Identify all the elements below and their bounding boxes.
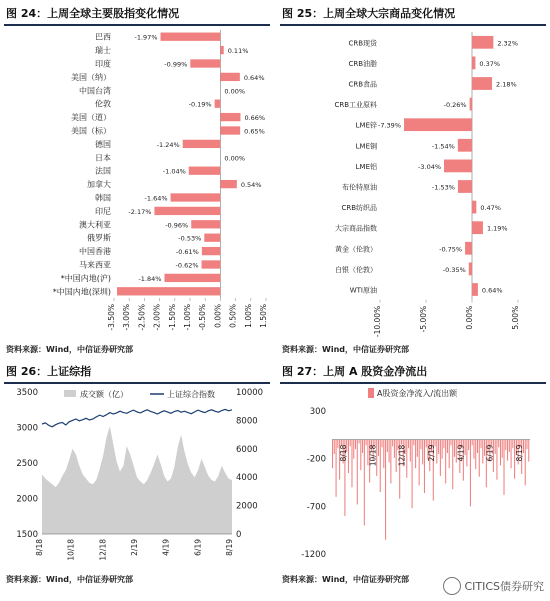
bar — [191, 220, 220, 228]
data-label: 2.32% — [497, 39, 519, 48]
chart-title: 图 26：上证综指 — [4, 362, 270, 384]
x-tick-label: 8/18 — [339, 444, 348, 462]
y-tick-label-right: 4000 — [236, 473, 258, 484]
x-tick-label: 0.00% — [213, 304, 223, 328]
data-label: -0.19% — [188, 100, 212, 109]
bar — [470, 440, 471, 507]
bar — [465, 242, 472, 255]
chart-title: 图 24：上周全球主要股指变化情况 — [4, 4, 270, 26]
category-label: 俄罗斯 — [87, 233, 111, 243]
category-label: 美国（标） — [71, 126, 111, 136]
x-tick-label: 0.50% — [228, 304, 238, 328]
bar — [468, 440, 469, 450]
category-label: 中国香港 — [79, 247, 111, 257]
bar — [404, 118, 472, 131]
data-label: -0.96% — [165, 221, 189, 230]
bar — [202, 247, 221, 255]
category-label: 印尼 — [95, 206, 111, 216]
bar — [220, 126, 240, 134]
bar — [458, 139, 472, 152]
x-tick-label: -0.50% — [198, 304, 208, 331]
bar — [466, 440, 467, 467]
bar — [357, 440, 358, 505]
chart-sse-index — [4, 384, 270, 580]
bar — [472, 201, 476, 214]
legend-swatch-volume — [64, 390, 76, 397]
data-label: 0.11% — [227, 47, 249, 56]
data-label: -1.64% — [144, 194, 168, 203]
y-tick-label: -1200 — [301, 550, 326, 560]
legend-label-index: 上证综合指数 — [167, 390, 215, 399]
x-tick-label: 8/18 — [35, 539, 44, 556]
bar — [472, 77, 492, 90]
category-label: 巴西 — [95, 32, 111, 42]
category-label: 大宗商品指数 — [335, 224, 377, 233]
bar — [458, 180, 472, 193]
wechat-icon — [443, 577, 461, 595]
data-label: -0.75% — [439, 245, 463, 254]
bar — [449, 440, 450, 469]
category-label: 白银（伦敦） — [335, 265, 377, 274]
bar — [472, 283, 478, 296]
bar — [472, 440, 473, 446]
y-tick-label: -700 — [306, 502, 326, 513]
data-label: 0.54% — [240, 181, 262, 190]
x-tick-label: -1.00% — [183, 304, 192, 331]
y-tick-label-right: 2000 — [236, 501, 258, 512]
x-tick-label: -5.00% — [419, 305, 428, 333]
bar — [475, 440, 476, 470]
bar — [220, 113, 240, 121]
data-label: 1.19% — [486, 224, 508, 233]
x-tick-label: 8/19 — [515, 444, 524, 462]
bar — [387, 440, 388, 452]
bar — [341, 440, 342, 446]
bar — [362, 440, 363, 453]
bar — [438, 440, 439, 454]
bar — [415, 440, 416, 469]
data-label: -1.84% — [138, 274, 162, 283]
bar — [394, 440, 395, 458]
legend-label: A股资金净流入/流出额 — [377, 389, 458, 398]
category-label: 法国 — [95, 166, 111, 176]
category-label: 美国（道） — [71, 113, 111, 123]
bar — [507, 440, 508, 461]
legend-swatch — [368, 388, 374, 398]
data-label: -0.26% — [443, 101, 467, 110]
category-label: 澳大利亚 — [79, 220, 111, 230]
bar — [413, 440, 414, 446]
bar — [444, 160, 472, 173]
category-label: 印度 — [95, 59, 111, 69]
y-tick-label-left: 2000 — [16, 494, 38, 505]
y-tick-label-left: 2500 — [16, 459, 38, 469]
bar — [479, 440, 480, 477]
bar — [353, 440, 354, 459]
category-label: 韩国 — [95, 193, 111, 203]
bar — [359, 440, 360, 444]
bar — [424, 440, 425, 493]
data-label: 0.47% — [480, 204, 501, 213]
bar — [509, 440, 510, 452]
category-label: CRB现货 — [348, 39, 377, 48]
bar — [374, 440, 375, 446]
bar — [220, 180, 236, 188]
bar — [183, 140, 221, 148]
bar — [410, 440, 411, 462]
x-tick-label: -1.50% — [167, 304, 177, 331]
data-label: -3.04% — [418, 162, 442, 171]
bar — [495, 440, 496, 454]
data-label: -0.35% — [442, 265, 466, 274]
bar — [171, 193, 221, 201]
chart-panel-a-share-flow — [280, 362, 546, 592]
x-tick-label: 12/18 — [397, 444, 407, 467]
data-label: -0.53% — [178, 234, 202, 243]
x-tick-label: 4/19 — [456, 444, 466, 462]
bar — [378, 440, 379, 456]
y-tick-label-right: 8000 — [236, 416, 258, 427]
chart-title: 图 25：上周全球大宗商品变化情况 — [280, 4, 546, 26]
bar — [348, 440, 349, 473]
data-label: -1.04% — [162, 167, 186, 176]
category-label: CRB纺织品 — [341, 204, 377, 213]
data-label: 0.00% — [224, 154, 246, 163]
bar — [512, 440, 513, 449]
category-label: 黄金（伦敦） — [335, 245, 377, 254]
bar — [117, 287, 220, 295]
bar — [385, 440, 386, 540]
data-label: 2.18% — [496, 80, 517, 89]
bar — [473, 440, 474, 459]
x-tick-label: 10/18 — [66, 539, 76, 561]
bar — [364, 440, 365, 526]
bar — [481, 440, 482, 449]
chart-title: 图 27：上周 A 股资金净流出 — [280, 362, 546, 384]
bar — [472, 36, 493, 49]
category-label: 日本 — [95, 153, 111, 163]
bar — [496, 440, 497, 480]
bar — [401, 440, 402, 445]
bar — [332, 440, 333, 469]
bar — [215, 100, 221, 108]
bar — [164, 274, 220, 282]
category-label: LME铜 — [355, 142, 377, 151]
bar — [443, 440, 444, 449]
y-tick-label: 300 — [309, 407, 326, 418]
bar — [436, 440, 437, 464]
bar — [498, 440, 499, 448]
category-label: *中国内地(深圳) — [52, 287, 111, 297]
category-label: *中国内地(沪) — [60, 273, 111, 283]
data-label: -2.17% — [128, 207, 152, 216]
watermark-text: CITICS债券研究 — [464, 580, 544, 593]
bar — [525, 440, 526, 486]
bar — [469, 263, 472, 276]
chart-global-indices — [4, 28, 270, 344]
bar — [472, 57, 475, 70]
bar — [440, 440, 441, 476]
bar — [161, 33, 221, 41]
bar — [382, 440, 383, 448]
bar — [383, 440, 384, 469]
bar — [392, 440, 393, 447]
index-line — [42, 409, 232, 426]
category-label: 布伦特原油 — [342, 183, 377, 192]
x-tick-label: -3.00% — [122, 304, 132, 331]
chart-source: 资料来源：Wind，中信证券研究部 — [6, 575, 133, 584]
x-tick-label: 1.00% — [243, 304, 253, 328]
chart-source: 资料来源：Wind，中信证券研究部 — [282, 575, 409, 584]
chart-panel-sse-index — [4, 362, 270, 592]
x-tick-label: 10/18 — [368, 444, 378, 467]
chart-a-share-flow — [280, 384, 546, 580]
bar — [412, 440, 413, 509]
data-label: -0.61% — [175, 248, 199, 257]
y-tick-label-left: 3500 — [16, 388, 38, 398]
bar — [502, 440, 503, 458]
bar — [500, 440, 501, 466]
data-label: -0.99% — [164, 60, 188, 69]
bar — [450, 440, 451, 446]
bar — [526, 440, 527, 450]
bar — [189, 167, 221, 175]
category-label: LME铝 — [355, 162, 377, 171]
bar — [528, 440, 529, 462]
x-tick-label: 5.00% — [511, 305, 520, 330]
bar — [420, 440, 421, 450]
bar — [472, 221, 483, 234]
bar — [503, 440, 504, 495]
y-tick-label-right: 6000 — [236, 444, 258, 455]
x-tick-label: 8/19 — [225, 539, 234, 556]
bar — [491, 440, 492, 446]
x-tick-label: 4/19 — [161, 539, 171, 556]
bar — [447, 440, 448, 453]
bar — [445, 440, 446, 484]
bar — [454, 440, 455, 457]
bar — [220, 46, 223, 54]
category-label: CRB油脂 — [348, 59, 377, 68]
bar — [422, 440, 423, 465]
x-tick-label: 0.00% — [465, 305, 474, 330]
category-label: LME锌 — [355, 121, 377, 130]
bar — [477, 440, 478, 453]
category-label: 加拿大 — [87, 180, 111, 190]
bar — [511, 440, 512, 469]
category-label: CRB食品 — [348, 80, 377, 89]
bar — [452, 440, 453, 490]
bar — [351, 440, 352, 488]
bar — [220, 73, 239, 81]
data-label: -1.53% — [431, 183, 455, 192]
bar — [417, 440, 418, 457]
y-tick-label: -200 — [306, 454, 326, 465]
data-label: 0.64% — [481, 286, 503, 295]
chart-source: 资料来源：Wind，中信证券研究部 — [282, 345, 409, 354]
x-tick-label: 1.50% — [259, 304, 268, 328]
bar — [202, 260, 221, 268]
watermark — [443, 577, 544, 595]
data-label: -0.62% — [175, 261, 199, 270]
bar — [419, 440, 420, 486]
bar — [154, 207, 220, 215]
legend-label-volume: 成交额（亿） — [80, 390, 128, 399]
data-label: -7.39% — [378, 121, 402, 130]
category-label: 中国台湾 — [79, 86, 111, 96]
x-tick-label: 2/19 — [427, 444, 436, 462]
bar — [380, 440, 381, 492]
bar — [355, 440, 356, 450]
bar — [360, 440, 361, 470]
bar — [334, 440, 335, 454]
category-label: 美国（纳） — [71, 72, 111, 82]
bar — [408, 440, 409, 449]
bar — [204, 234, 220, 242]
y-tick-label-right: 10000 — [236, 388, 264, 398]
data-label: 0.65% — [244, 127, 265, 136]
bar — [389, 440, 390, 463]
bar — [190, 59, 220, 67]
chart-panel-global-indices — [4, 4, 270, 356]
chart-commodities — [280, 28, 546, 344]
category-label: 马来西亚 — [79, 260, 111, 270]
x-tick-label: -3.50% — [107, 304, 116, 331]
y-tick-label-left: 1500 — [16, 530, 38, 540]
x-tick-label: -2.00% — [152, 304, 162, 331]
x-tick-label: -2.50% — [137, 304, 147, 331]
category-label: 伦敦 — [95, 99, 111, 109]
bar — [470, 98, 472, 111]
volume-area — [42, 426, 232, 534]
bar — [336, 440, 337, 497]
bar — [442, 440, 443, 459]
x-tick-label: 6/19 — [485, 444, 495, 462]
bar — [390, 440, 391, 484]
bar — [366, 440, 367, 446]
data-label: 0.37% — [479, 59, 501, 68]
bar — [396, 440, 397, 472]
x-tick-label: 2/19 — [130, 539, 139, 556]
data-label: -1.97% — [134, 33, 158, 42]
data-label: -1.24% — [156, 140, 180, 149]
category-label: 瑞士 — [95, 46, 111, 56]
x-tick-label: 6/19 — [193, 539, 203, 556]
y-tick-label-right: 0 — [236, 530, 242, 540]
category-label: WTI原油 — [349, 286, 377, 295]
chart-source: 资料来源：Wind，中信证券研究部 — [6, 345, 133, 354]
data-label: 0.66% — [244, 114, 266, 123]
bar — [482, 440, 483, 464]
data-label: 0.64% — [243, 73, 265, 82]
bar — [350, 440, 351, 447]
chart-panel-commodities — [280, 4, 546, 356]
category-label: 德国 — [95, 139, 111, 149]
x-tick-label: 12/18 — [98, 539, 108, 561]
x-tick-label: -10.00% — [373, 305, 382, 338]
data-label: -1.54% — [431, 142, 455, 151]
category-label: CRB工业原料 — [334, 101, 377, 110]
data-label: 0.00% — [224, 87, 246, 96]
bar — [505, 440, 506, 450]
y-tick-label-left: 3000 — [16, 423, 38, 434]
